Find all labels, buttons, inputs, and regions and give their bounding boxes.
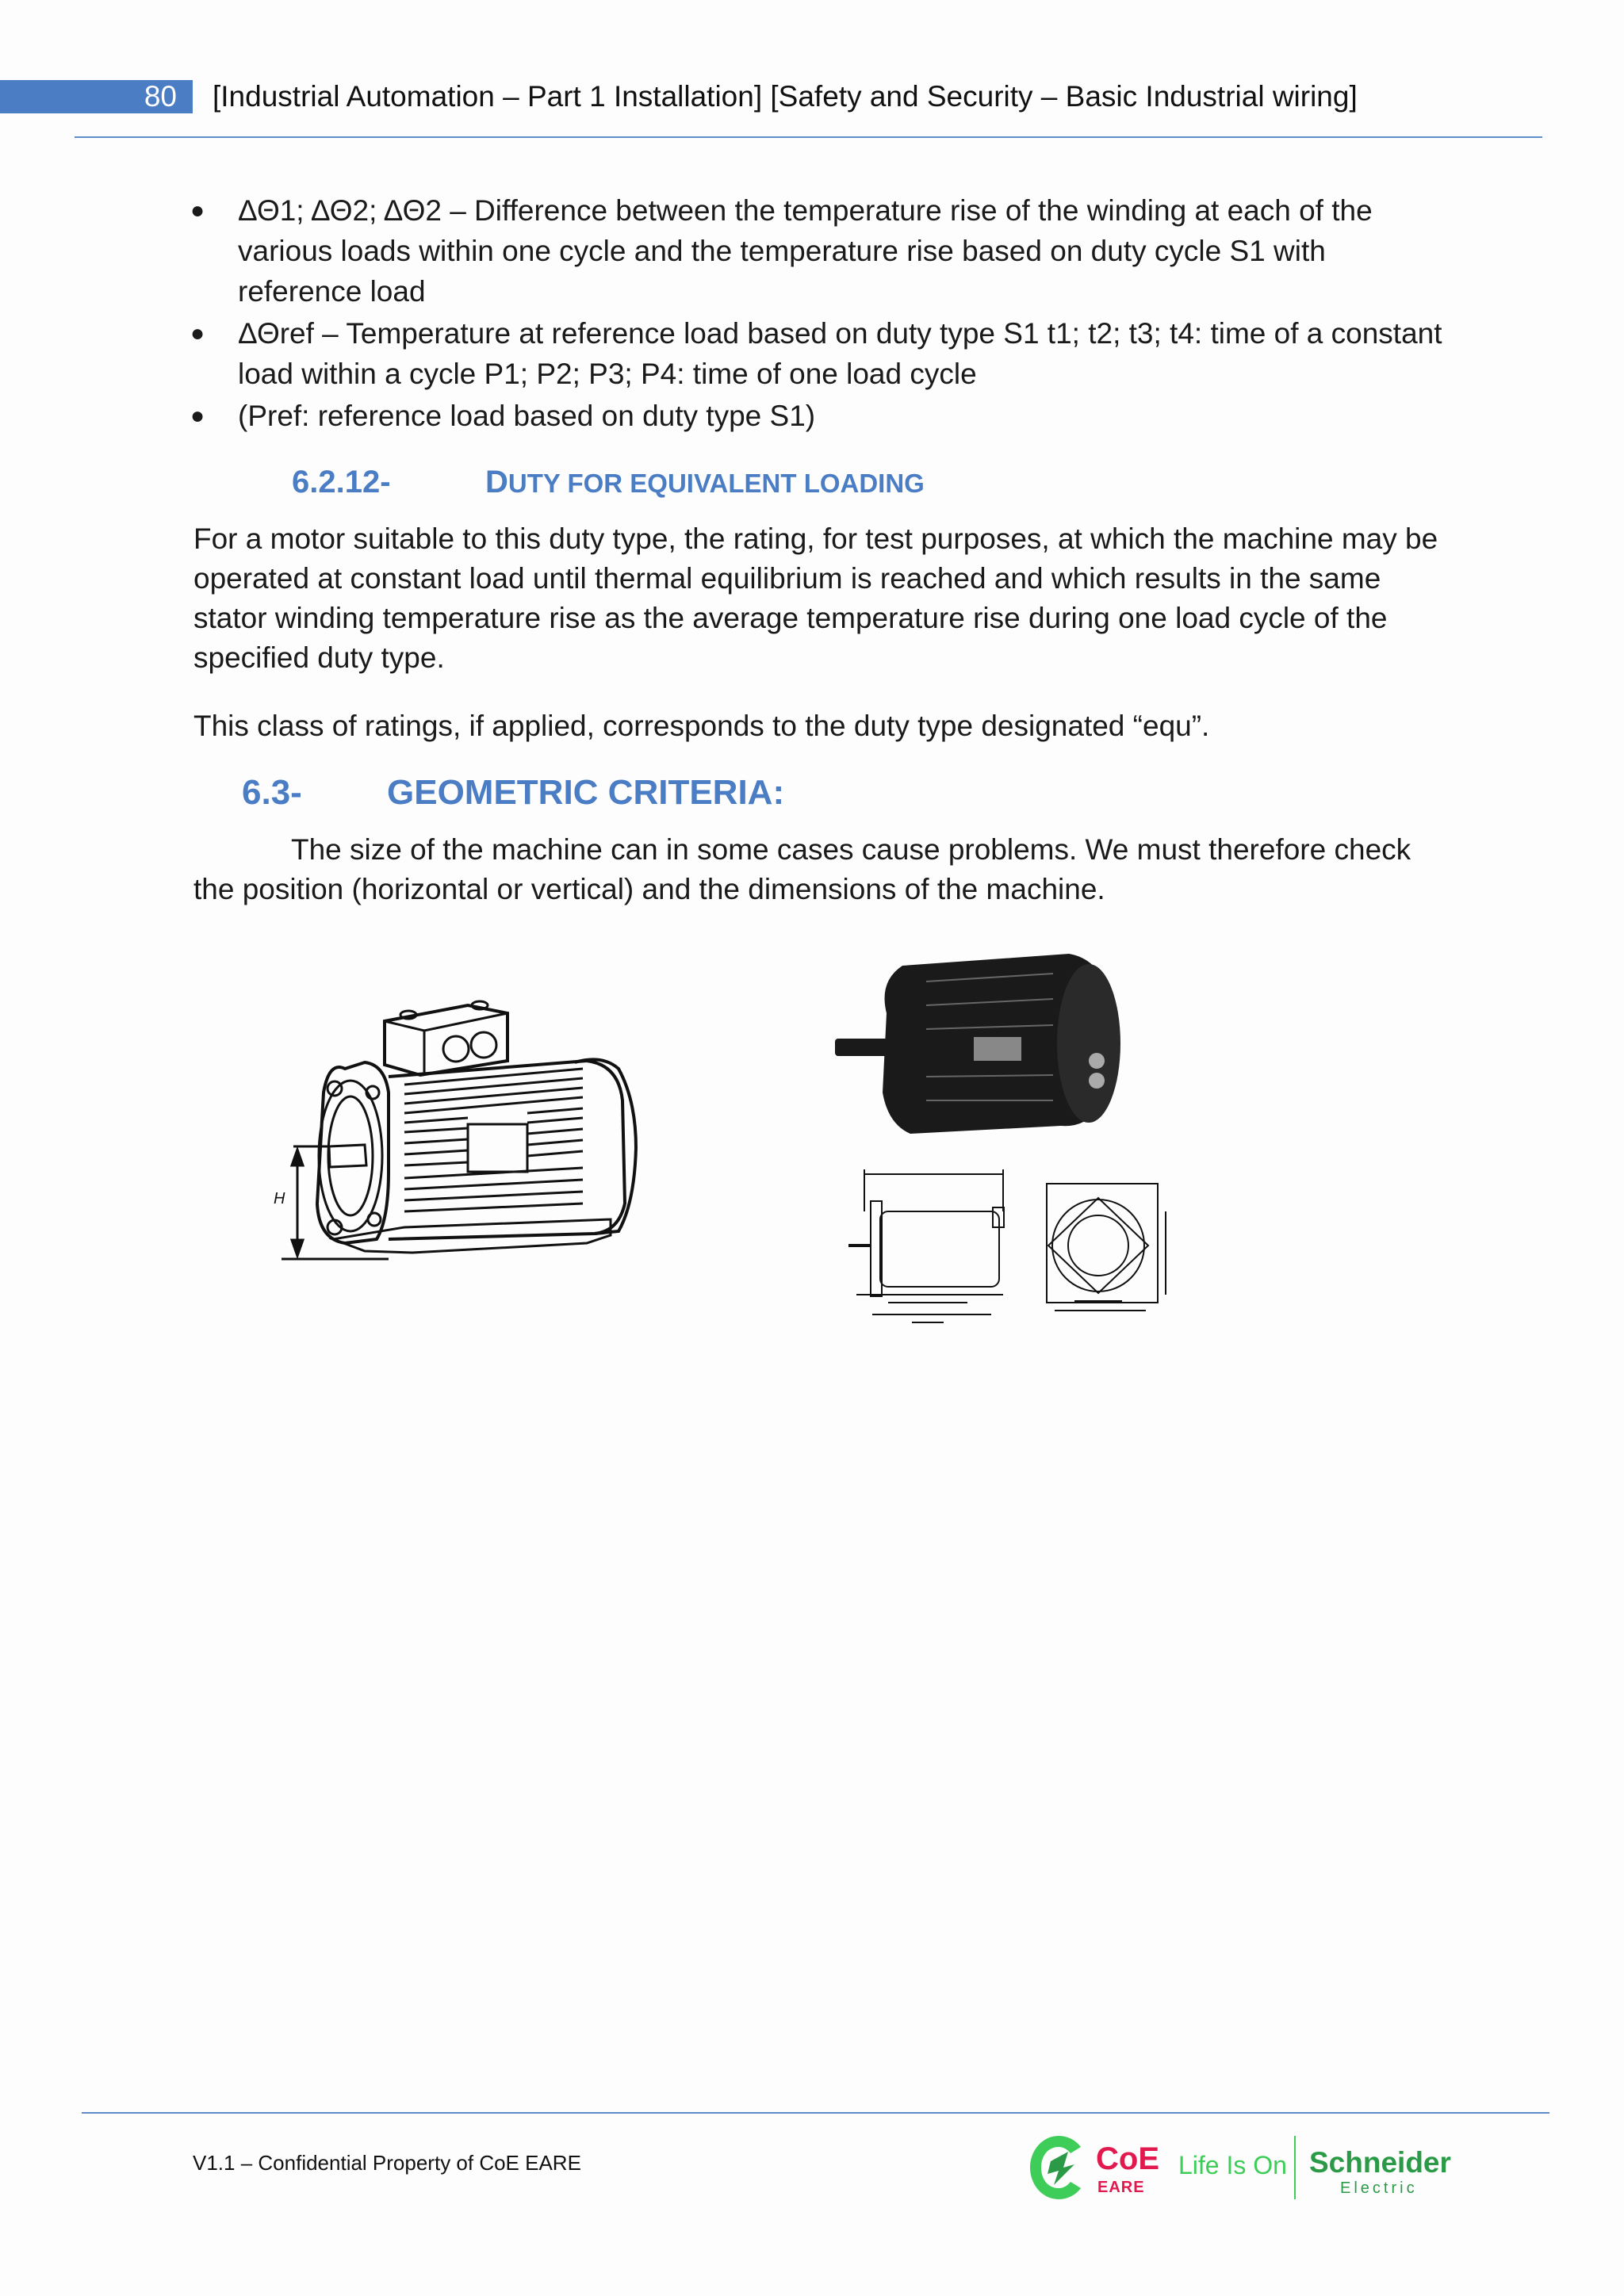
bullet-icon: ● xyxy=(190,197,205,224)
subsection-number: 6.2.12- xyxy=(292,465,391,499)
motor-body xyxy=(389,1061,625,1239)
bullet-icon: ● xyxy=(190,403,205,429)
cable-gland xyxy=(443,1036,469,1062)
list-item-text: ΔΘ1; ΔΘ2; ΔΘ2 – Difference between the temperature rise of the winding at each of the various loads within one cycle and the temperature rise based on duty cycle S1 with reference load xyxy=(238,194,1373,308)
terminal-box-edge xyxy=(385,1013,508,1031)
page-number: 80 xyxy=(0,80,193,113)
nameplate xyxy=(468,1124,527,1172)
list-item xyxy=(190,313,1443,394)
list-item-text: (Pref: reference load based on duty type S1) xyxy=(238,400,816,432)
arrow-icon xyxy=(292,1150,303,1165)
paragraph-equivalent-loading: For a motor suitable to this duty type, the rating, for test purposes, at which the machine may be operated at constant load until thermal equilibrium is reached and which results in the same stator winding temperature rise as the average temperature rise during one load cycle of the specified duty type. xyxy=(193,522,1438,674)
motor-front-inner xyxy=(1068,1215,1128,1276)
motor-endcap-photo xyxy=(1057,964,1120,1123)
height-label: H xyxy=(274,1190,285,1207)
cable-gland xyxy=(1089,1053,1105,1069)
motor-shaft-photo xyxy=(835,1039,892,1056)
cable-gland xyxy=(1089,1073,1105,1089)
footer-divider xyxy=(82,2112,1549,2114)
nameplate xyxy=(974,1037,1021,1061)
cable-gland xyxy=(471,1032,496,1058)
subsection-title-initial: D xyxy=(485,465,508,499)
paragraph-geometric-criteria: The size of the machine can in some cases cause problems. We must therefore check the position (horizontal or vertical) and the dimensions of the machine. xyxy=(193,833,1411,905)
logo-divider xyxy=(1294,2136,1296,2199)
list-item xyxy=(190,396,1443,436)
list-item xyxy=(190,190,1443,312)
motor-line-drawing xyxy=(270,966,666,1267)
electric-logo-text: Electric xyxy=(1340,2179,1418,2197)
eare-logo-text: EARE xyxy=(1097,2179,1145,2196)
subsection-title-rest: UTY FOR EQUIVALENT LOADING xyxy=(508,469,925,498)
fan-cover xyxy=(575,1059,636,1234)
bolt-hole xyxy=(368,1213,381,1226)
subsection-heading xyxy=(292,465,925,500)
coe-logo-icon xyxy=(1027,2133,1089,2202)
motor-front-view xyxy=(1052,1200,1144,1292)
footer-confidential: V1.1 – Confidential Property of CoE EARE xyxy=(193,2151,581,2175)
subsection-title xyxy=(485,465,925,499)
paragraph-equ-designation: This class of ratings, if applied, corresponds to the duty type designated “equ”. xyxy=(193,710,1210,742)
list-item-text: ΔΘref – Temperature at reference load based on duty type S1 t1; t2; t3; t4: time of a constant load within a cycle P1; P2; P3; P4: time of one load cycle xyxy=(238,317,1442,390)
arrow-icon xyxy=(292,1240,303,1256)
cooling-fins xyxy=(404,1069,583,1211)
motor-side-view xyxy=(880,1211,999,1287)
schneider-logo-text: Schneider xyxy=(1309,2146,1451,2179)
running-header: [Industrial Automation – Part 1 Installation] [Safety and Security – Basic Industrial wiring] xyxy=(213,80,1358,113)
section-title: GEOMETRIC CRITERIA: xyxy=(387,773,785,812)
section-heading xyxy=(242,773,784,813)
motor-front-diamond xyxy=(1048,1198,1148,1293)
motor-photo xyxy=(831,950,1140,1134)
motor-shaft xyxy=(329,1145,366,1167)
bullet-icon: ● xyxy=(190,320,205,346)
motor-dimension-drawing xyxy=(825,1152,1174,1326)
life-is-on-logo: Life Is On xyxy=(1178,2151,1287,2179)
section-number: 6.3- xyxy=(242,773,302,812)
coe-logo-text: CoE xyxy=(1096,2141,1159,2176)
bullet-list xyxy=(190,190,1443,438)
header-divider xyxy=(75,136,1542,138)
